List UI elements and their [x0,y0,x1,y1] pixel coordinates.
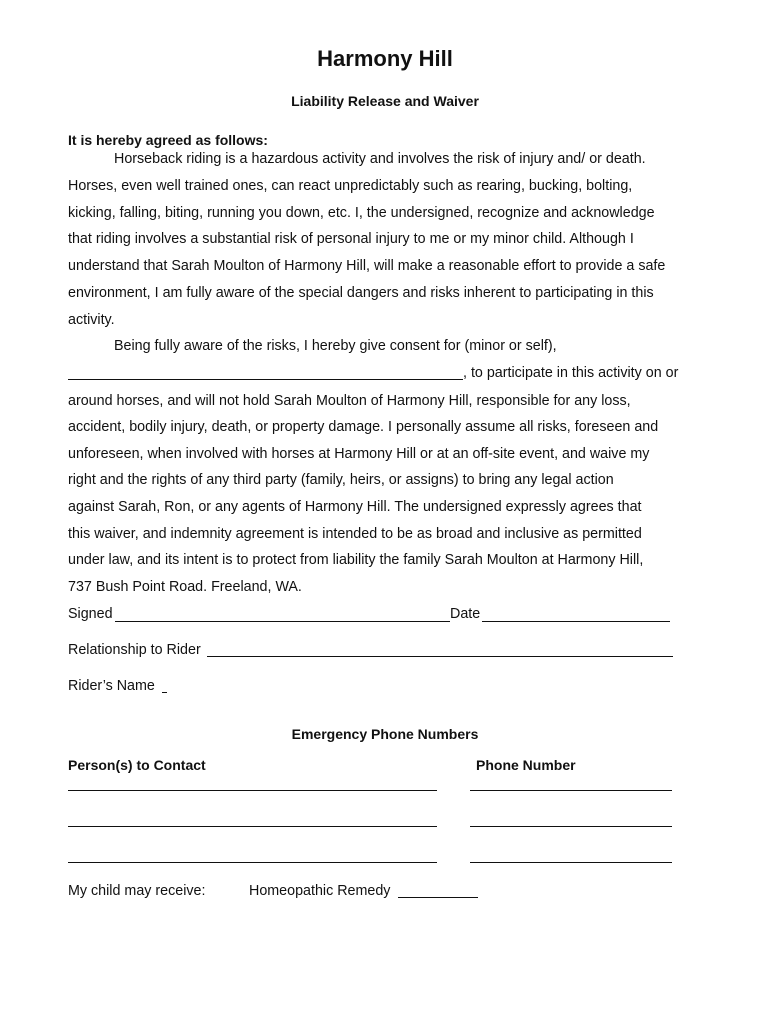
phone-blank[interactable] [470,790,672,791]
paragraph1-line: environment, I am fully aware of the special dangers and risks inherent to participating in this [68,285,654,301]
paragraph1-line: understand that Sarah Moulton of Harmony Hill, will make a reasonable effort to provide a safe [68,258,666,274]
paragraph2-after-blank: , to participate in this activity on or [463,365,679,381]
paragraph1-line: that riding involves a substantial risk of personal injury to me or my minor child. Although I [68,231,634,247]
paragraph2-first-line: Being fully aware of the risks, I hereby give consent for (minor or self), [114,338,557,354]
signed-label: Signed [68,606,113,622]
contact-column-header: Person(s) to Contact [68,757,206,773]
phone-column-header: Phone Number [476,757,576,773]
paragraph2-line: 737 Bush Point Road. Freeland, WA. [68,579,302,595]
paragraph2-line: right and the rights of any third party (family, heirs, or assigns) to bring any legal action [68,472,614,488]
contact-blank[interactable] [68,826,437,827]
homeopathic-remedy-label: Homeopathic Remedy [249,883,391,899]
paragraph1-line: Horseback riding is a hazardous activity and involves the risk of injury and/ or death. [114,151,646,167]
phone-blank[interactable] [470,826,672,827]
relationship-label: Relationship to Rider [68,642,201,658]
signature-blank[interactable] [115,621,450,622]
date-blank[interactable] [482,621,670,622]
consent-name-blank[interactable] [68,379,463,380]
paragraph2-line: unforeseen, when involved with horses at Harmony Hill or at an off-site event, and waive my [68,446,650,462]
rider-name-blank[interactable] [162,692,167,693]
intro-heading: It is hereby agreed as follows: [68,132,268,148]
date-label: Date [450,606,481,622]
paragraph1-line: kicking, falling, biting, running you down, etc. I, the undersigned, recognize and acknowledge [68,205,655,221]
child-may-receive-label: My child may receive: [68,883,206,899]
remedy-blank[interactable] [398,897,478,898]
paragraph1-line: activity. [68,312,115,328]
paragraph2-line: around horses, and will not hold Sarah Moulton of Harmony Hill, responsible for any loss, [68,393,631,409]
paragraph2-line: under law, and its intent is to protect from liability the family Sarah Moulton at Harmony Hill, [68,552,644,568]
page-subtitle: Liability Release and Waiver [291,93,479,109]
phone-blank[interactable] [470,862,672,863]
paragraph2-line: this waiver, and indemnity agreement is intended to be as broad and inclusive as permitted [68,526,642,542]
page-title: Harmony Hill [317,46,453,71]
paragraph1-line: Horses, even well trained ones, can react unpredictably such as rearing, bucking, bolting, [68,178,633,194]
relationship-blank[interactable] [207,656,673,657]
contact-blank[interactable] [68,862,437,863]
rider-name-label: Rider’s Name [68,678,155,694]
paragraph2-line: accident, bodily injury, death, or property damage. I personally assume all risks, foreseen and [68,419,659,435]
emergency-heading: Emergency Phone Numbers [291,726,479,742]
paragraph2-line: against Sarah, Ron, or any agents of Harmony Hill. The undersigned expressly agrees that [68,499,642,515]
contact-blank[interactable] [68,790,437,791]
